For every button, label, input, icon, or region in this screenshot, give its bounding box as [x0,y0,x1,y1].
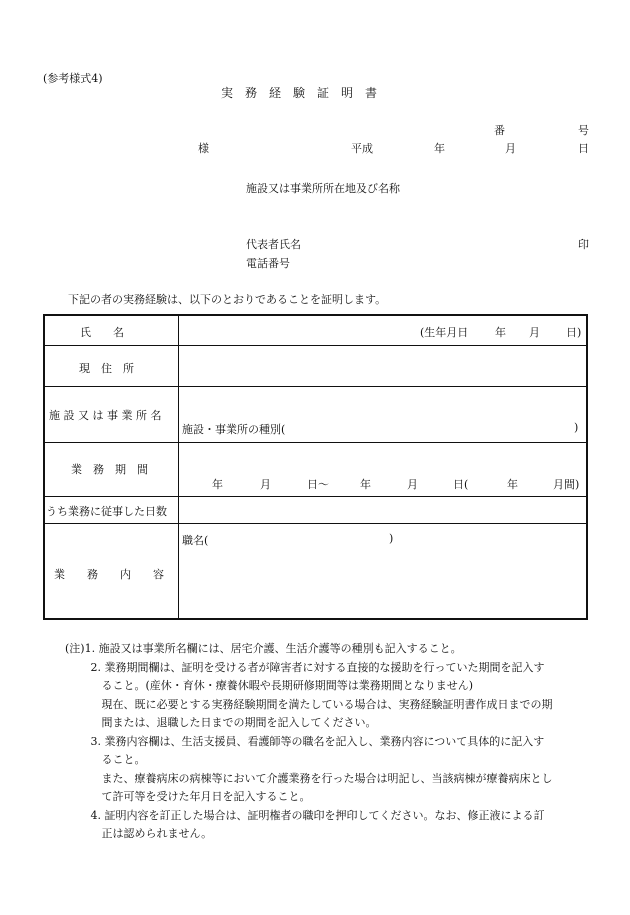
row-divider [45,496,586,497]
name-label: 氏 名 [80,326,124,339]
note-line: (注)1. 施設又は事業所名欄には、居宅介護、生活介護等の種別も記入すること。 [65,642,462,655]
certificate-table [43,314,588,620]
work-days-label: うち業務に従事した日数 [46,505,167,518]
note-line: ること。(産休・育休・療養休暇や長期研修期間等は業務期間となりません) [65,679,474,692]
year-label: 年 [434,142,445,155]
row-divider [45,386,586,387]
table-column-divider [178,316,179,618]
number-label: 番 [494,124,505,137]
document-title: 実 務 経 験 証 明 書 [221,86,378,100]
period-end-year: 年 [360,478,371,491]
form-reference: (参考様式4) [43,72,103,85]
note-line: 正は認められません。 [65,827,213,840]
row-divider [45,523,586,524]
note-line: て許可等を受けた年月日を記入すること。 [65,790,311,803]
note-line: ること。 [65,753,146,766]
period-end-month: 月 [407,478,418,491]
birth-day-label: 日) [566,326,582,339]
note-line: 4. 証明内容を訂正した場合は、証明権者の職印を押印してください。なお、修正液による訂 [65,808,545,822]
number-suffix: 号 [578,124,589,137]
addressee-suffix: 様 [198,142,209,155]
month-label: 月 [505,142,516,155]
representative-label: 代表者氏名 [246,238,301,251]
period-total-years: 年 [507,478,518,491]
period-start-day: 日〜 [307,478,329,491]
job-title-open: 職名( [182,534,209,547]
period-start-year: 年 [212,478,223,491]
birth-month-label: 月 [529,326,540,339]
period-start-month: 月 [260,478,271,491]
facility-address-label: 施設又は事業所所在地及び名称 [246,182,400,195]
birth-year-label: 年 [495,326,506,339]
day-label: 日 [578,142,589,155]
facility-type-open: 施設・事業所の種別( [182,423,286,436]
note-line: 2. 業務期間欄は、証明を受ける者が障害者に対する直接的な援助を行っていた期間を記入す [65,660,545,674]
row-divider [45,442,586,443]
birthdate-label: (生年月日 [420,326,469,339]
row-divider [45,345,586,346]
era-label: 平成 [351,142,373,155]
job-title-close: ) [389,532,394,545]
period-label: 業 務 期 間 [71,463,148,476]
note-line: 3. 業務内容欄は、生活支援員、看護師等の職名を記入し、業務内容について具体的に記入す [65,734,545,748]
note-line: 現在、既に必要とする実務経験期間を満たしている場合は、実務経験証明書作成日までの期 [65,697,553,711]
facility-name-label: 施 設 又 は 事 業 所 名 [49,409,162,422]
intro-statement: 下記の者の実務経験は、以下のとおりであることを証明します。 [68,293,387,306]
note-line: また、療養病床の病棟等において介護業務を行った場合は明記し、当該病棟が療養病床とし [65,771,553,785]
seal-mark: 印 [578,238,589,251]
note-line: 間または、退職した日までの期間を記入してください。 [65,716,377,729]
phone-label: 電話番号 [246,257,290,270]
facility-type-close: ) [574,421,579,434]
address-label: 現 住 所 [79,362,134,375]
period-total-months: 月間) [553,478,580,491]
period-end-day: 日( [453,478,469,491]
notes-section [65,640,595,844]
duties-label: 業 務 内 容 [54,568,164,581]
